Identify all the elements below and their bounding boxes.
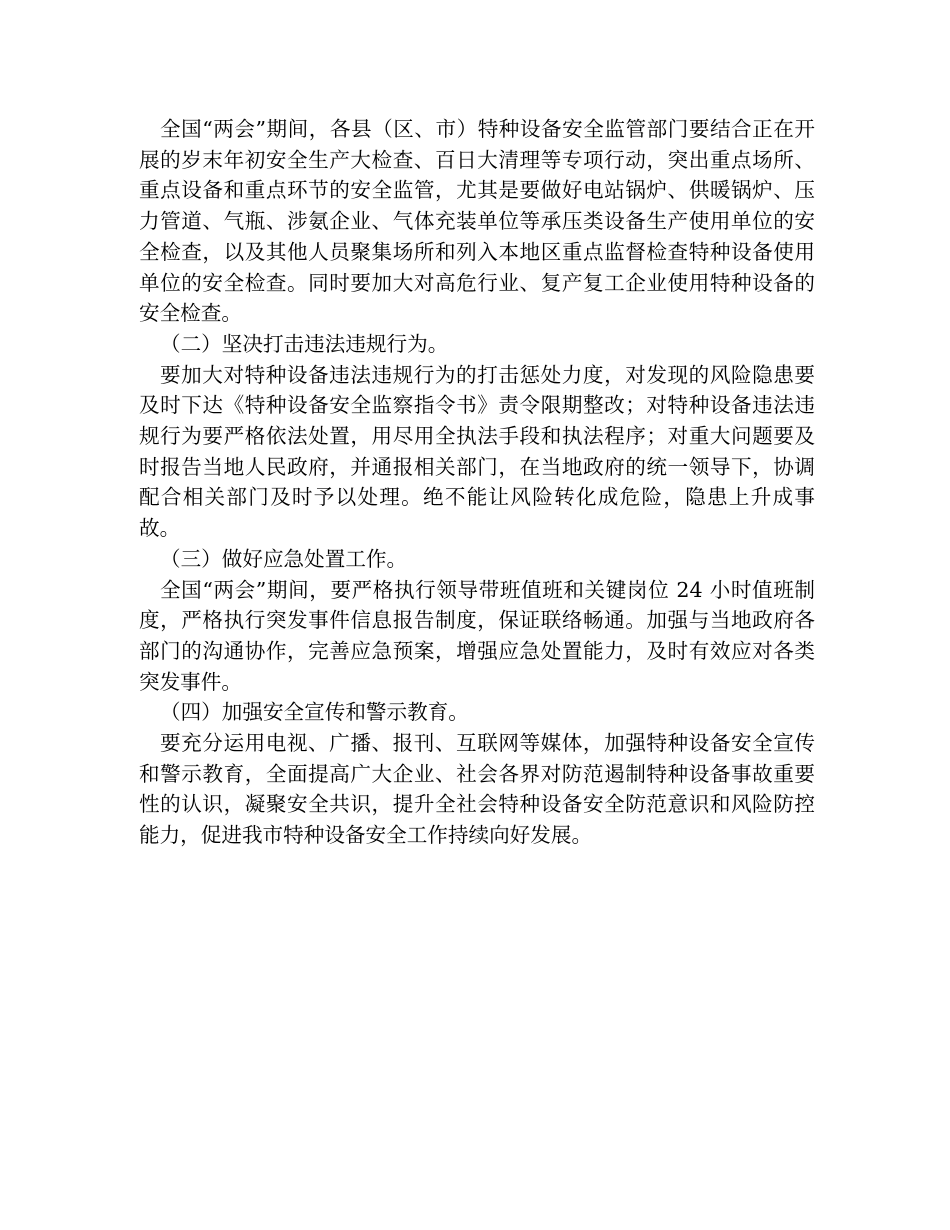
section-heading-crackdown: （二）坚决打击违法违规行为。 xyxy=(160,331,449,356)
section-heading-emergency: （三）做好应急处置工作。 xyxy=(160,546,408,571)
paragraph-emergency: 全国“两会”期间，要严格执行领导带班值班和关键岗位 24 小时值班制度，严格执行突发事件信息报告制度，保证联络畅通。加强与当地政府各部门的沟通协作，完善应急预案，增强应急处置能力，及时有效应对各类突发事件。 xyxy=(139,577,815,694)
paragraph-two-sessions-inspection: 全国“两会”期间，各县（区、市）特种设备安全监管部门要结合正在开展的岁末年初安全生产大检查、百日大清理等专项行动，突出重点场所、重点设备和重点环节的安全监管，尤其是要做好电站锅炉、供暖锅炉、压力管道、气瓶、涉氨企业、气体充装单位等承压类设备生产使用单位的安全检查，以及其他人员聚集场所和列入本地区重点监督检查特种设备使用单位的安全检查。同时要加大对高危行业、复产复工企业使用特种设备的安全检查。 xyxy=(139,117,815,326)
document-body xyxy=(139,114,815,851)
section-heading-publicity: （四）加强安全宣传和警示教育。 xyxy=(160,700,469,725)
paragraph-crackdown: 要加大对特种设备违法违规行为的打击惩处力度，对发现的风险隐患要及时下达《特种设备安全监察指令书》责令限期整改；对特种设备违法违规行为要严格依法处置，用尽用全执法手段和执法程序；对重大问题要及时报告当地人民政府，并通报相关部门，在当地政府的统一领导下，协调配合相关部门及时予以处理。绝不能让风险转化成危险，隐患上升成事故。 xyxy=(139,362,815,541)
paragraph-publicity: 要充分运用电视、广播、报刊、互联网等媒体，加强特种设备安全宣传和警示教育，全面提高广大企业、社会各界对防范遏制特种设备事故重要性的认识，凝聚安全共识，提升全社会特种设备安全防范意识和风险防控能力，促进我市特种设备安全工作持续向好发展。 xyxy=(139,731,815,848)
